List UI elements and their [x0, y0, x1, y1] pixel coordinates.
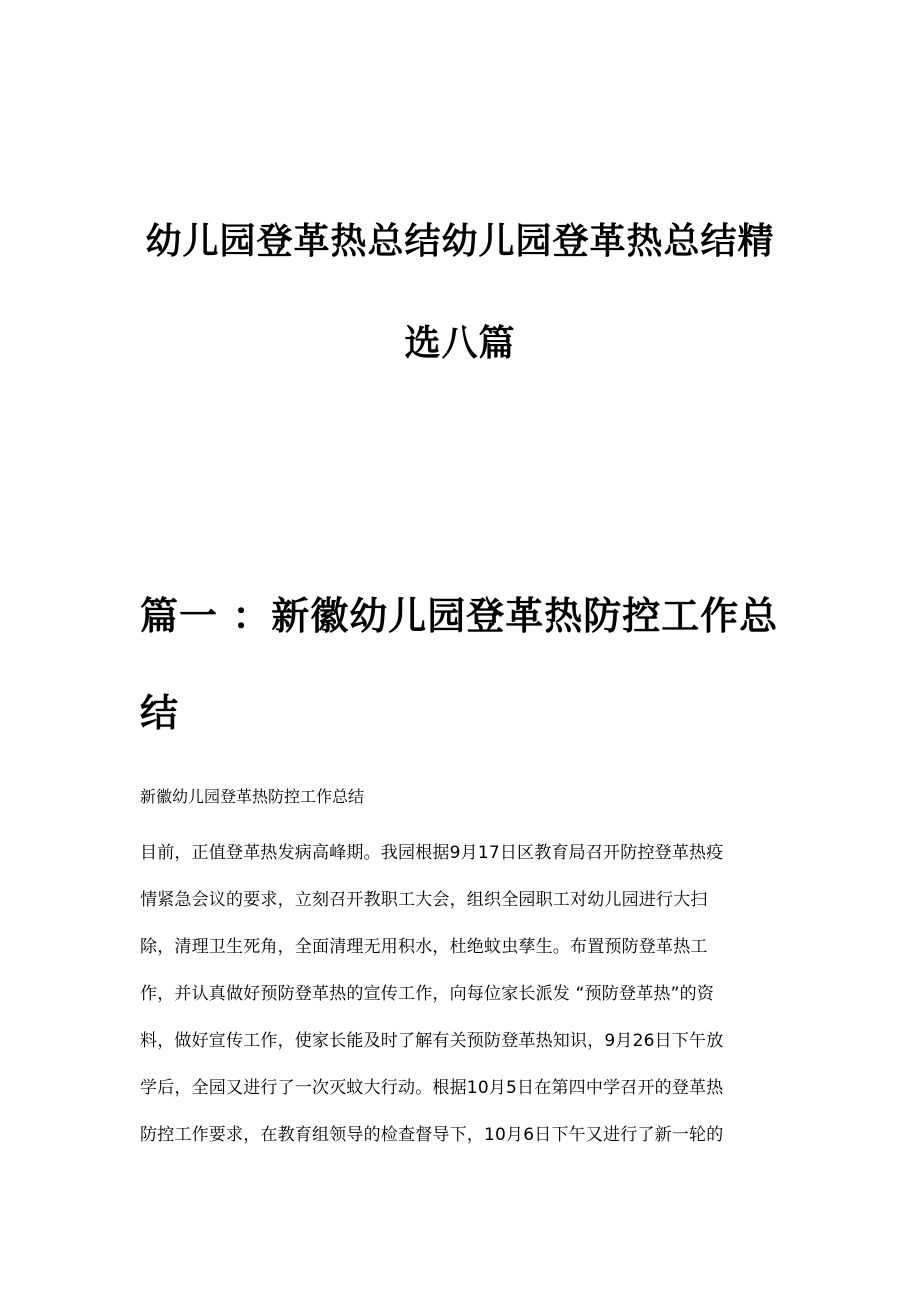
body-text-line-5: 料，做好宣传工作，使家长能及时了解有关预防登革热知识，9月26日下午放	[140, 1031, 724, 1051]
document-title-line-1: 幼儿园登革热总结幼儿园登革热总结精	[145, 220, 775, 262]
body-text-line-7: 防控工作要求，在教育组领导的检查督导下，10月6日下午又进行了新一轮的	[140, 1125, 724, 1145]
body-text-line-1: 目前，正值登革热发病高峰期。我园根据9月17日区教育局召开防控登革热疫	[140, 843, 724, 863]
section-subtitle: 新徽幼儿园登革热防控工作总结	[140, 787, 365, 806]
body-text-line-3: 除，清理卫生死角，全面清理无用积水，杜绝蚊虫孳生。布置预防登革热工	[140, 937, 708, 957]
document-title-line-2: 选八篇	[404, 322, 516, 364]
section-heading-line-1: 篇一 ：新徽幼儿园登革热防控工作总	[140, 593, 779, 638]
body-text-line-6: 学后，全园又进行了一次灭蚊大行动。根据10月5日在第四中学召开的登革热	[140, 1078, 724, 1098]
body-text-line-4: 作，并认真做好预防登革热的宣传工作，向每位家长派发 “预防登革热”的资	[140, 984, 715, 1004]
body-text-line-2: 情紧急会议的要求，立刻召开教职工大会，组织全园职工对幼儿园进行大扫	[140, 890, 708, 910]
section-heading-line-2: 结	[140, 690, 179, 735]
